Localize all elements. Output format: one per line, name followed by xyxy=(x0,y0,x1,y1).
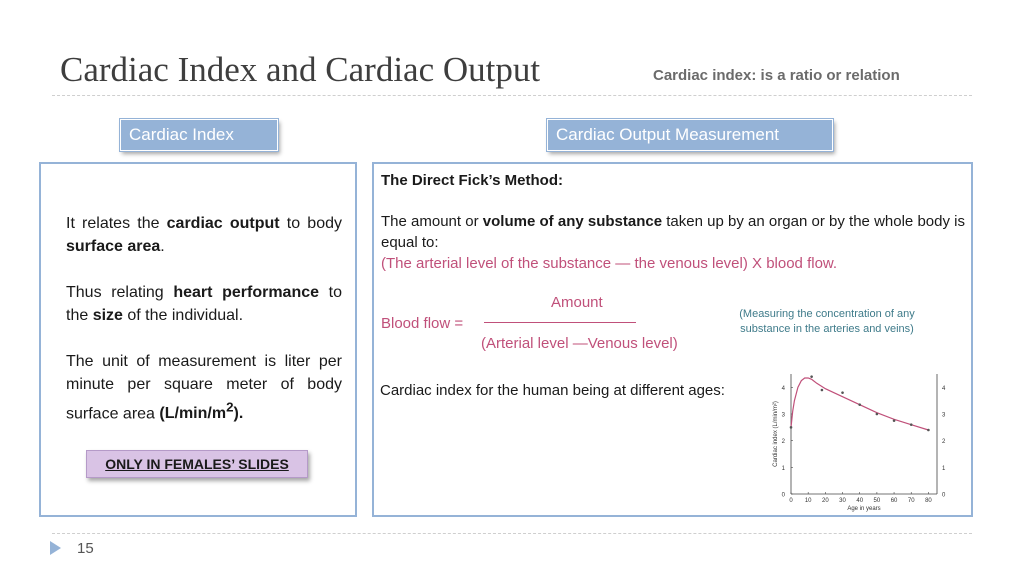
data-point xyxy=(893,419,896,422)
slide-arrow-icon xyxy=(50,541,61,555)
emphasis-size: size xyxy=(92,307,123,324)
text: It relates the xyxy=(66,215,167,232)
text: taken up by an organ or by the whole body is equal to: xyxy=(381,213,966,251)
data-point xyxy=(821,389,824,392)
fraction-bar xyxy=(484,322,636,323)
y-tick-label-right: 0 xyxy=(942,492,946,499)
y-tick-label-right: 3 xyxy=(942,412,946,419)
text: The unit of measurement is liter per minute per square meter of body surface area xyxy=(66,353,342,423)
formula-numerator: Amount xyxy=(551,294,603,311)
y-tick-label-left: 2 xyxy=(781,439,785,446)
text: (L/min/m xyxy=(159,405,227,423)
superscript: 2 xyxy=(226,400,234,415)
cardiac-index-chart xyxy=(765,366,960,514)
x-tick-label: 70 xyxy=(907,498,915,504)
x-tick-label: 30 xyxy=(839,498,846,504)
paragraph-performance xyxy=(66,281,342,327)
x-tick-label: 10 xyxy=(804,498,812,504)
data-point xyxy=(927,429,930,432)
blood-flow-label: Blood flow = xyxy=(381,315,464,332)
fick-method-heading: The Direct Fick’s Method: xyxy=(381,172,563,189)
paragraph-relates xyxy=(66,212,342,258)
text: The amount or xyxy=(381,213,483,230)
emphasis-cardiac-output: cardiac output xyxy=(166,215,280,232)
x-tick-label: 60 xyxy=(890,498,898,504)
data-point xyxy=(841,391,844,394)
formula-denominator: (Arterial level —Venous level) xyxy=(481,335,678,352)
x-tick-label: 20 xyxy=(822,498,829,504)
tab-cardiac-output-measurement[interactable]: Cardiac Output Measurement xyxy=(547,119,833,151)
page-title: Cardiac Index and Cardiac Output xyxy=(60,50,541,89)
text: to body xyxy=(279,215,342,232)
x-tick-label: 40 xyxy=(856,498,864,504)
data-point xyxy=(790,426,793,429)
emphasis-unit xyxy=(159,400,244,423)
y-tick-label-left: 1 xyxy=(781,465,785,472)
x-tick-label: 80 xyxy=(925,498,932,504)
x-tick-label: 0 xyxy=(789,498,793,504)
text: . xyxy=(160,238,165,255)
y-tick-label-left: 0 xyxy=(781,492,785,499)
tab-cardiac-index[interactable]: Cardiac Index xyxy=(120,119,278,151)
y-tick-label-right: 1 xyxy=(942,465,946,472)
emphasis-heart-performance: heart performance xyxy=(173,284,320,301)
data-point xyxy=(858,403,861,406)
text: ). xyxy=(233,405,244,423)
page-number: 15 xyxy=(77,540,94,557)
only-in-females-slides-button[interactable]: ONLY IN FEMALES’ SLIDES xyxy=(86,450,308,478)
top-divider xyxy=(52,95,972,96)
data-point xyxy=(910,423,913,426)
y-tick-label-left: 3 xyxy=(781,412,785,419)
emphasis-surface-area: surface area xyxy=(66,238,161,255)
emphasis-volume: volume of any substance xyxy=(482,213,663,230)
page-subtitle: Cardiac index: is a ratio or relation xyxy=(653,67,900,84)
text: Thus relating xyxy=(66,284,174,301)
paragraph-unit xyxy=(66,350,342,425)
y-axis-label: Cardiac index (L/min/m²) xyxy=(773,401,779,467)
x-axis-label: Age in years xyxy=(847,506,881,512)
y-tick-label-right: 2 xyxy=(942,439,946,446)
bottom-divider xyxy=(52,533,972,534)
y-tick-label-left: 4 xyxy=(781,385,785,392)
measuring-note: (Measuring the concentration of any substance in the arteries and veins) xyxy=(739,308,915,335)
y-tick-label-right: 4 xyxy=(942,385,946,392)
x-tick-label: 50 xyxy=(873,498,881,504)
fick-description xyxy=(381,211,965,274)
text: of the individual. xyxy=(122,307,244,324)
text: to the xyxy=(66,284,342,324)
graph-caption: Cardiac index for the human being at different ages: xyxy=(380,382,725,399)
data-point xyxy=(876,413,879,416)
fick-formula-text: (The arterial level of the substance — the venous level) X blood flow. xyxy=(381,255,838,272)
data-point xyxy=(810,375,813,378)
